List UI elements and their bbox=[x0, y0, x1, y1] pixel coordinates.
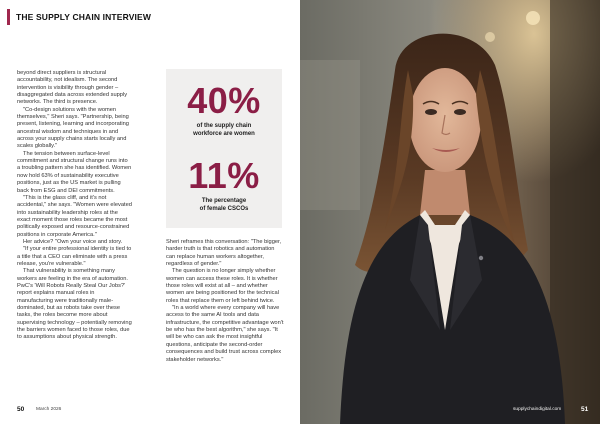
section-title: THE SUPPLY CHAIN INTERVIEW bbox=[16, 12, 152, 22]
left-page-number: 50 bbox=[17, 406, 25, 413]
stat-caption-line: workforce are women bbox=[193, 131, 255, 137]
paragraph: "In a world where every company will have access to the same AI tools and data infrastructure, the competitive advantage won't be who has the best algorithm," she says. "It will be who can ask the most insightful questions, anticipate the second-order consequences and build trust across complex stakeholder networks." bbox=[166, 305, 284, 363]
section-header bbox=[7, 6, 293, 28]
paragraph: "If your entire professional identity is tied to a title that a CEO can eliminate with a press release, you're vulnerable." bbox=[17, 246, 132, 267]
website-url: supplychaindigital.com bbox=[513, 407, 562, 412]
paragraph: The tension between surface-level commitment and structural change runs into a troubling pattern she has identified. Women now hold 63% of sustainability executive positions, just as the US market is pulling back from ESG and DEI commitments. bbox=[17, 150, 132, 194]
stat-caption-line: The percentage bbox=[201, 198, 247, 204]
paragraph: "This is the glass cliff, and it's not accidental," she says. "Women were elevated into sustainability leadership roles at the exact moment those roles became the most politically exposed and resource-constrained positions in corporate America." bbox=[17, 194, 132, 238]
portrait-photo bbox=[300, 0, 600, 424]
stat-value-workforce: 40% bbox=[187, 80, 261, 121]
right-page-number: 51 bbox=[581, 406, 589, 413]
issue-date: March 2026 bbox=[36, 407, 62, 412]
paragraph: Her advice? "Own your voice and story. bbox=[23, 238, 123, 245]
stat-caption-line: of the supply chain bbox=[196, 123, 252, 129]
stat-value-cscos: 11% bbox=[188, 155, 260, 196]
paragraph: "Co-design solutions with the women themselves," Sheri says. "Partnership, being present, listening, learning and incorporating ancestral wisdom and techniques in and across your supply chains starts locally and scales globally." bbox=[17, 106, 129, 150]
paragraph: beyond direct suppliers is structural accountability, not idealism. The second intervention is visibility through gender –disaggregated data across extended supply networks. The third is presence. bbox=[17, 70, 128, 106]
article-column-left bbox=[17, 70, 132, 342]
paragraph: Sheri reframes this conversation: "The bigger, harder truth is that robotics and automation can replace human workers altogether, regardless of gender." bbox=[166, 239, 282, 268]
article-column-right bbox=[166, 239, 284, 364]
stat-caption-line: of female CSCOs bbox=[199, 206, 249, 212]
header-accent-bar bbox=[7, 9, 10, 25]
paragraph: That vulnerability is something many workers are feeling in the era of automation. PwC's 'Will Robots Really Steal Our Jobs?' report explains manual roles in manufacturing were traditionally male-dominated, but as robots take over these tasks, the roles become more about supervising technology – potentially removing the barriers women faced to those roles, due to assumptions about physical strength. bbox=[17, 268, 132, 341]
paragraph: The question is no longer simply whether women can access these roles. It is whether those roles will exist at all – and whether women are being positioned for the technical roles that replace them or left behind twice. bbox=[166, 268, 279, 304]
stats-panel bbox=[166, 69, 282, 228]
